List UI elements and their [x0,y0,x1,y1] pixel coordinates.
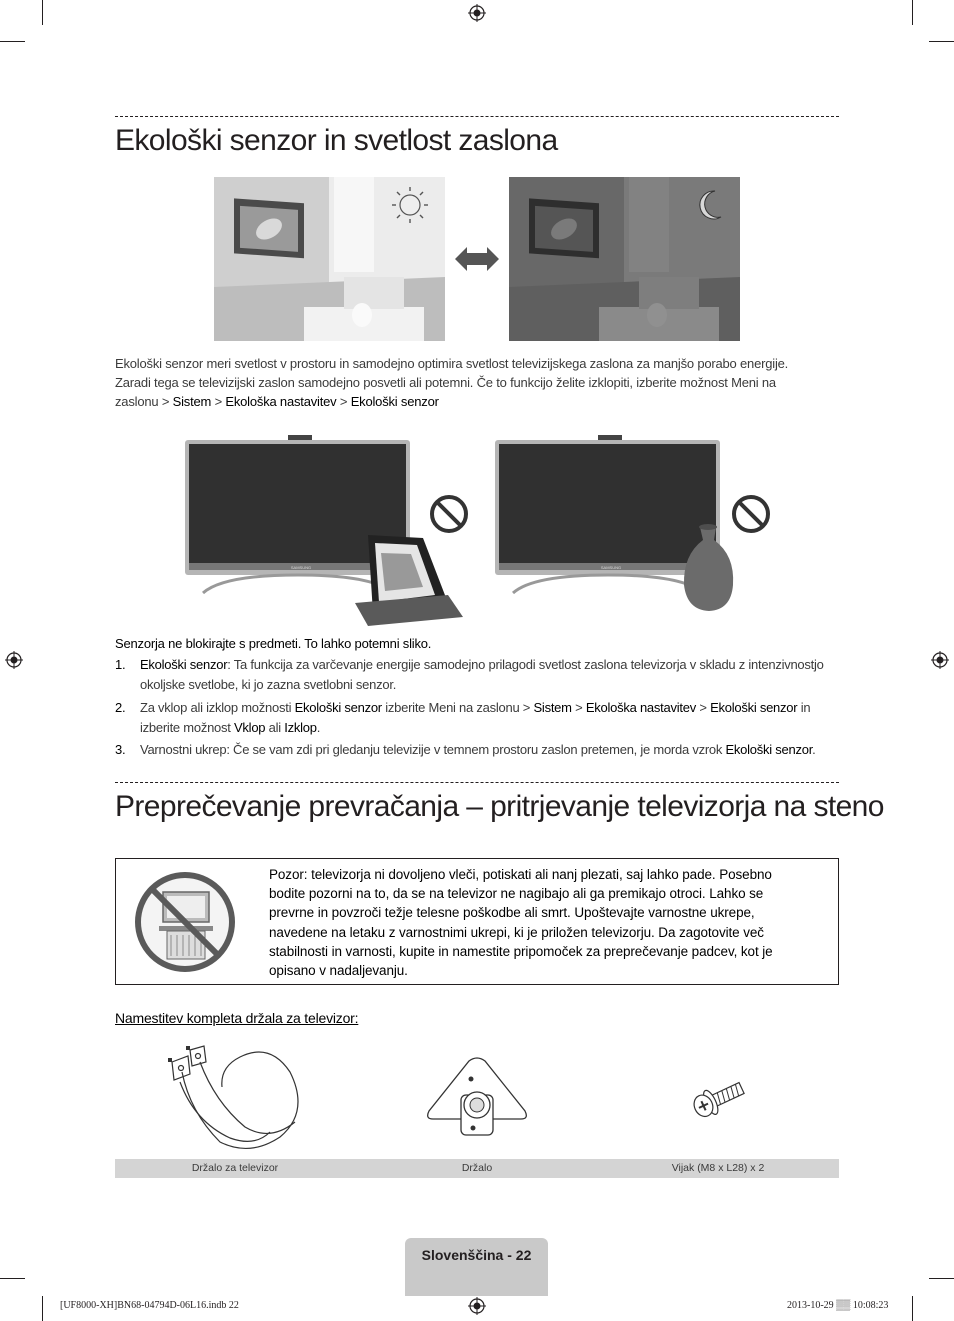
list-item [115,740,825,760]
list-line [140,740,825,760]
list-text-part: Varnostni ukrep: Če se vam zdi pri gledanju televizije v temnem prostoru zaslon pretemen, je morda vzrok [140,742,726,757]
dark-room-illustration [509,177,740,341]
caption-tv-holder: Držalo za televizor [191,1162,279,1174]
keyword: Vklop [234,720,266,735]
registration-mark-icon [5,651,23,669]
list-number: 3. [115,742,126,757]
section-title: Ekološki senzor in svetlost zaslona [115,124,558,157]
intro-text: zaslonu > [115,394,173,409]
warning-line: opisano v nadaljevanju. [269,963,408,979]
warning-line: stabilnosti in varnosti, kupite in namestite pripomoček za preprečevanje padcev, kot je [269,943,773,959]
sensor-note-heading: Senzorja ne blokirajte s predmeti. To lahko potemni sliko. [115,636,432,651]
keyword: Izklop [284,720,317,735]
list-text-part: . [812,742,816,757]
double-arrow-icon [455,246,499,272]
list-text-part: Za vklop ali izklop možnosti [140,700,295,715]
screw-icon [688,1075,748,1123]
list-line [140,698,825,718]
registration-mark-icon [468,4,486,22]
list-line [140,655,825,675]
bright-room-illustration [214,177,445,341]
page-number: Slovenščina - 22 [421,1247,532,1263]
warning-line: prevrne in povzroči težje telesne poškodbe ali smrt. Upoštevajte varnostne ukrepe, [269,905,755,921]
crop-mark [929,41,954,42]
list-text [140,698,825,738]
list-text-part: izberite Meni na zaslonu > [381,700,534,715]
tv-brand-label: SAMSUNG [290,565,312,570]
path-separator: > [571,700,586,715]
menu-path-eco-sensor: Ekološki senzor [350,394,439,409]
warning-text [269,865,814,980]
registration-mark-icon [468,1297,486,1315]
section-divider [115,782,839,783]
crop-mark [929,1278,954,1279]
keyword: Sistem [533,700,572,715]
keyword: Ekološki senzor [140,657,228,672]
tv-with-vase-illustration [493,435,783,615]
tv-holder-kit-icon [160,1042,320,1157]
list-text-part: in [797,700,811,715]
list-text-part: ali [265,720,285,735]
path-separator: > [336,394,351,409]
list-text-part: . [316,720,321,735]
list-text-part: : Ta funkcija za varčevanje energije samodejno prilagodi svetlost zaslona televizorja v skladu z intenzivnostjo [227,657,824,672]
keyword: Ekološki senzor [710,700,798,715]
warning-line: bodite pozorni na to, da se na televizor ne nagibajo ali ga premikajo otroci. Lahko se [269,886,764,902]
crop-mark [42,1296,43,1321]
intro-line: Zaradi tega se televizijski zaslon samodejno posvetli ali potemni. Če to funkcijo želite izklopiti, izberite možnost Meni na [115,375,776,390]
list-text-part: izberite možnost [140,720,235,735]
caption-holder: Držalo [461,1162,493,1174]
list-item [115,655,825,695]
path-separator: > [695,700,711,715]
list-number: 1. [115,657,126,672]
menu-path-eco-settings: Ekološka nastavitev [225,394,337,409]
print-timestamp: 2013-10-29 ▒▒ 10:08:23 [787,1300,889,1311]
keyword: Ekološka nastavitev [585,700,696,715]
crop-mark [0,1278,25,1279]
no-climbing-tv-icon [133,870,237,974]
list-text [140,740,825,760]
section-divider [115,116,839,117]
list-number: 2. [115,700,126,715]
crop-mark [0,41,25,42]
intro-line: Ekološki senzor meri svetlost v prostoru in samodejno optimira svetlost televizijskega zaslona za manjšo porabo energije. [115,356,789,371]
intro-line [115,392,815,411]
menu-path-sistem: Sistem [172,394,212,409]
warning-line: Pozor: televizorja ni dovoljeno vleči, potiskati ali nanj plezati, saj lahko pade. Posebno [269,867,772,882]
section-title: Preprečevanje prevračanja – pritrjevanje televizorja na steno [115,790,884,823]
file-name: [UF8000-XH]BN68-04794D-06L16.indb 22 [60,1300,239,1311]
warning-line: navedene na letaku z varnostnimi ukrepi, ki je priložen televizorju. Da zagotovite več [269,924,764,940]
tv-brand-label: SAMSUNG [600,565,622,570]
holder-bracket-icon [425,1055,529,1140]
list-text [140,655,825,695]
path-separator: > [211,394,226,409]
tv-with-photo-frame-illustration [183,435,483,627]
intro-paragraph [115,354,815,411]
list-line: okoljske svetlobe, ki jo zazna svetlobni senzor. [140,677,397,692]
list-item [115,698,825,738]
list-line [140,718,825,738]
kit-title: Namestitev kompleta držala za televizor: [115,1010,359,1026]
keyword: Ekološki senzor [725,742,813,757]
keyword: Ekološki senzor [294,700,382,715]
crop-mark [42,0,43,25]
registration-mark-icon [931,651,949,669]
crop-mark [912,1296,913,1321]
crop-mark [912,0,913,25]
caption-screw: Vijak (M8 x L28) x 2 [671,1162,765,1174]
